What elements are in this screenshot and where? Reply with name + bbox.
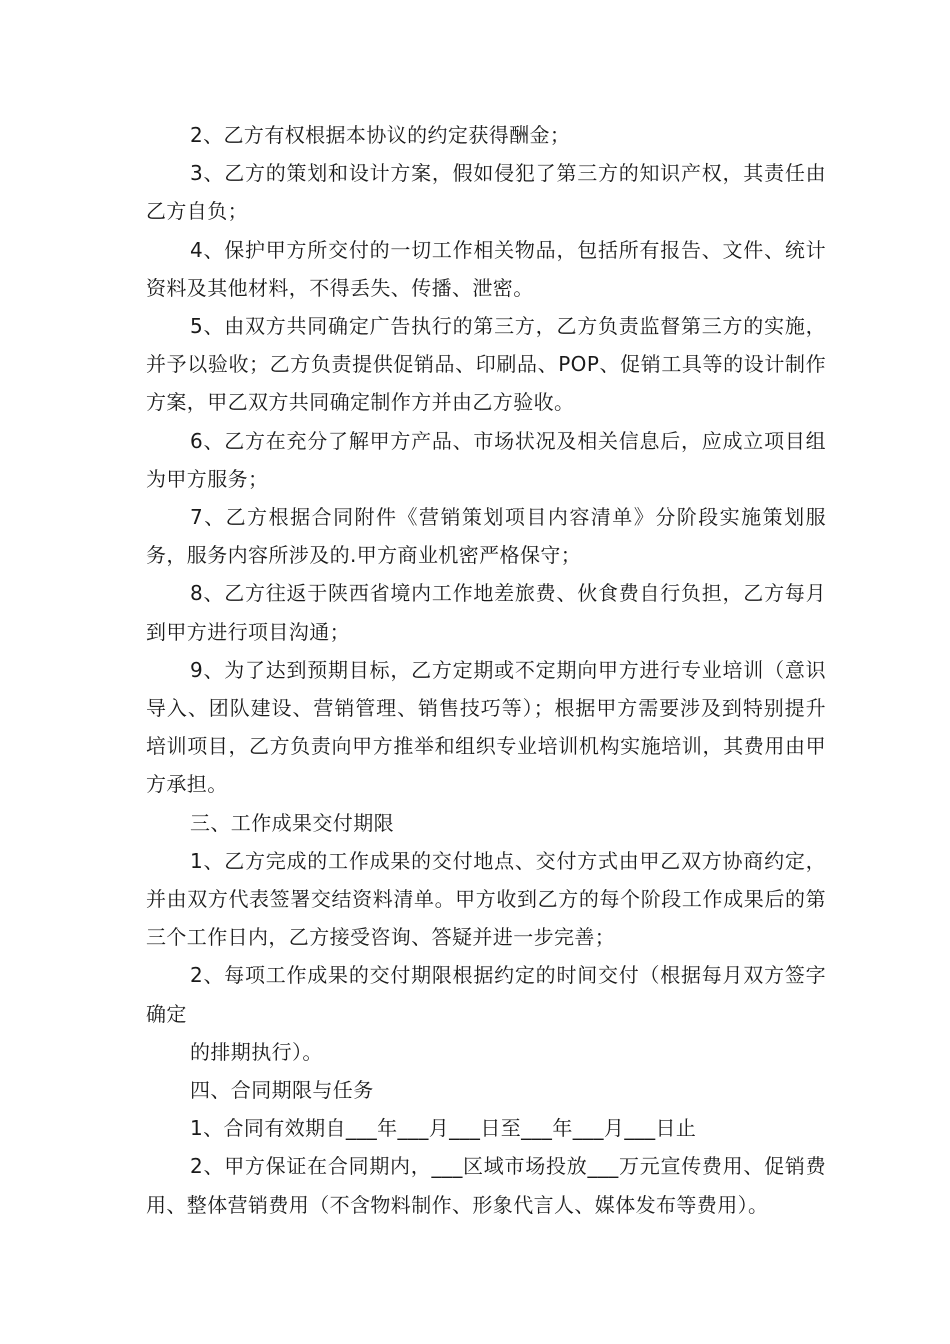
document-body [146,116,826,1224]
paragraph-delivery-location: 1、乙方完成的工作成果的交付地点、交付方式由甲乙双方协商约定，并由双方代表签署交结资料清单。甲方收到乙方的每个阶段工作成果后的第三个工作日内，乙方接受咨询、答疑并进一步完善； [146,848,826,950]
paragraph-2-remuneration: 2、乙方有权根据本协议的约定获得酬金； [190,123,571,147]
paragraph-investment-guarantee: 2、甲方保证在合同期内，___区域市场投放___万元宣传费用、促销费用、整体营销费用（不含物料制作、形象代言人、媒体发布等费用）。 [146,1154,826,1217]
paragraph-7-phased-service: 7、乙方根据合同附件《营销策划项目内容清单》分阶段实施策划服务，服务内容所涉及的.甲方商业机密严格保守； [146,505,826,568]
paragraph-delivery-deadline: 2、每项工作成果的交付期限根据约定的时间交付（根据每月双方签字确定 [146,963,826,1026]
paragraph-schedule-execution: 的排期执行）。 [190,1039,323,1064]
section-heading-contract-term: 四、合同期限与任务 [190,1078,374,1103]
paragraph-3-ip-liability: 3、乙方的策划和设计方案，假如侵犯了第三方的知识产权，其责任由乙方自负； [146,161,826,224]
paragraph-8-travel-expenses: 8、乙方往返于陕西省境内工作地差旅费、伙食费自行负担，乙方每月到甲方进行项目沟通； [146,581,826,644]
paragraph-validity-period: 1、合同有效期自___年___月___日至___年___月___日止 [190,1116,697,1141]
paragraph-6-project-team: 6、乙方在充分了解甲方产品、市场状况及相关信息后，应成立项目组为甲方服务； [146,428,826,491]
section-heading-delivery-deadline: 三、工作成果交付期限 [190,810,394,835]
paragraph-9-training: 9、为了达到预期目标，乙方定期或不定期向甲方进行专业培训（意识导入、团队建设、营销管理、销售技巧等）；根据甲方需要涉及到特别提升培训项目，乙方负责向甲方推举和组织专业培训机构实施培训，其费用由甲方承担。 [146,657,826,797]
paragraph-4-confidentiality: 4、保护甲方所交付的一切工作相关物品，包括所有报告、文件、统计资料及其他材料，不得丢失、传播、泄密。 [146,237,826,300]
paragraph-5-third-party: 5、由双方共同确定广告执行的第三方，乙方负责监督第三方的实施，并予以验收；乙方负责提供促销品、印刷品、POP、促销工具等的设计制作方案，甲乙双方共同确定制作方并由乙方验收。 [146,314,826,415]
